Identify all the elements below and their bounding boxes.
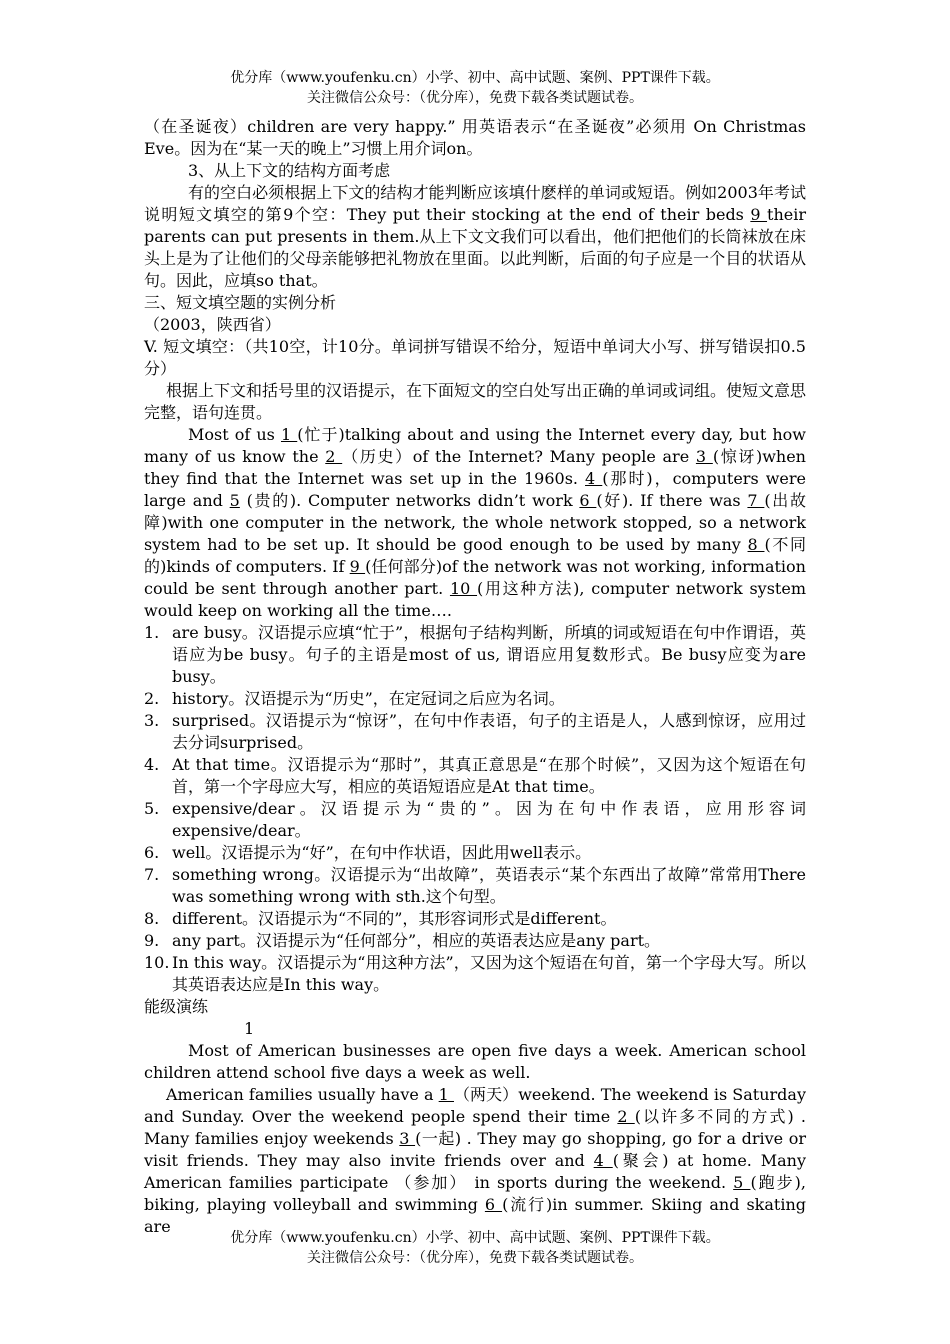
answer-item bbox=[144, 952, 806, 996]
answer-number: 5. bbox=[144, 799, 160, 818]
answer-text: something wrong。汉语提示为“出故障”，英语表示“某个东西出了故障”常常用There was something wrong with sth.这个句型。 bbox=[172, 865, 806, 906]
page-header bbox=[0, 68, 950, 108]
answer-text: surprised。汉语提示为“惊讶”，在句中作表语，句子的主语是人，人感到惊讶，应用过去分词surprised。 bbox=[172, 711, 806, 752]
document-body bbox=[144, 116, 806, 1238]
answer-item bbox=[144, 798, 806, 842]
practice-text: American families usually have a bbox=[166, 1085, 439, 1104]
practice-paragraph-1: Most of American businesses are open five days a week. American school children attend school five days a week as well. bbox=[144, 1041, 806, 1082]
answer-text: different。汉语提示为“不同的”，其形容词形式是different。 bbox=[172, 909, 617, 928]
answer-number: 6. bbox=[144, 843, 160, 862]
answer-item bbox=[144, 864, 806, 908]
blank-7: 7 bbox=[747, 491, 765, 510]
practice-blank-4: 4 bbox=[593, 1151, 613, 1170]
answer-number: 3. bbox=[144, 711, 160, 730]
practice-text: (以许多不同的方式) . Many families enjoy weekends bbox=[144, 1107, 806, 1148]
practice-blank-3: 3 bbox=[399, 1129, 416, 1148]
passage-text: (任何部分)of the network was not working, information could be sent through another part. bbox=[144, 557, 806, 598]
practice-text: (流行)in summer. Skiing and skating are bbox=[144, 1195, 806, 1236]
passage-text: (用这种方法), computer network system would keep on working all the time…. bbox=[144, 579, 806, 620]
section-3-text-b: their parents can put presents in them.从上下文文我们可以看出，他们把他们的长筒袜放在床头上是为了让他们的父母亲能够把礼物放在里面。以此判断，后面的句子应是一个目的状语从句。因此，应填so that。 bbox=[144, 205, 806, 290]
blank-10: 10 bbox=[449, 579, 478, 598]
intro-paragraph: （在圣诞夜）children are very happy.” 用英语表示“在圣诞夜”必须用 On Christmas Eve。因为在“某一天的晚上”习惯上用介词on。 bbox=[144, 117, 806, 158]
answer-text: are busy。汉语提示应填“忙于”，根据句子结构判断，所填的词或短语在句中作谓语，英语应为be busy。句子的主语是most of us, 谓语应用复数形式。Be busy应变为are busy。 bbox=[172, 623, 806, 686]
answer-item bbox=[144, 688, 806, 710]
answer-number: 7. bbox=[144, 865, 160, 884]
answer-number: 4. bbox=[144, 755, 160, 774]
blank-1: 1 bbox=[280, 425, 298, 444]
practice-number: 1 bbox=[244, 1019, 255, 1038]
answer-item bbox=[144, 930, 806, 952]
passage-1 bbox=[144, 424, 806, 622]
instructions: 根据上下文和括号里的汉语提示，在下面短文的空白处写出正确的单词或词组。使短文意思完整，语句连贯。 bbox=[144, 381, 807, 422]
answer-text: expensive/dear。汉语提示为“贵的”。因为在句中作表语，应用形容词expensive/dear。 bbox=[172, 799, 806, 840]
section-3-paragraph bbox=[144, 182, 806, 292]
answer-item bbox=[144, 754, 806, 798]
answer-number: 2. bbox=[144, 689, 160, 708]
answer-number: 1. bbox=[144, 623, 160, 642]
section-3-text-a: 有的空白必须根据上下文的结构才能判断应该填什麽样的单词或短语。例如2003年考试说明短文填空的第9个空：They put their stocking at the end of their beds bbox=[144, 183, 806, 224]
blank-2: 2 bbox=[325, 447, 343, 466]
passage-text: (好). If there was bbox=[596, 491, 748, 510]
answer-item bbox=[144, 908, 806, 930]
passage-text: (贵的). Computer networks didn’t work bbox=[239, 491, 580, 510]
practice-blank-1: 1 bbox=[438, 1085, 454, 1104]
passage-text: (那时)，computers were large and bbox=[144, 469, 806, 510]
answer-list bbox=[144, 622, 806, 996]
page-footer bbox=[0, 1228, 950, 1268]
practice-text: (一起) . They may go shopping, go for a drive or visit friends. They may also invite friends over and bbox=[144, 1129, 807, 1170]
practice-text: (跑步), biking, playing volleyball and swimming bbox=[144, 1173, 806, 1214]
answer-text: any part。汉语提示为“任何部分”，相应的英语表达应是any part。 bbox=[172, 931, 661, 950]
practice-blank-5: 5 bbox=[733, 1173, 751, 1192]
practice-blank-2: 2 bbox=[617, 1107, 635, 1126]
blank-9: 9 bbox=[750, 205, 768, 224]
answer-number: 10. bbox=[144, 953, 170, 972]
header-line-1: 优分库（www.youfenku.cn）小学、初中、高中试题、案例、PPT课件下载。 bbox=[230, 70, 720, 86]
answer-number: 8. bbox=[144, 909, 160, 928]
section-3-title: 3、从上下文的结构方面考虑 bbox=[188, 161, 391, 180]
answer-text: In this way。汉语提示为“用这种方法”，又因为这个短语在句首，第一个字母大写。所以其英语表达应是In this way。 bbox=[172, 953, 806, 994]
blank-3: 3 bbox=[695, 447, 713, 466]
footer-line-1: 优分库（www.youfenku.cn）小学、初中、高中试题、案例、PPT课件下载。 bbox=[230, 1230, 720, 1246]
blank-6: 6 bbox=[579, 491, 597, 510]
source-label: （2003，陕西省） bbox=[144, 315, 281, 334]
practice-title: 能级演练 bbox=[144, 997, 209, 1016]
answer-item bbox=[144, 842, 806, 864]
practice-blank-6: 6 bbox=[484, 1195, 503, 1214]
answer-text: history。汉语提示为“历史”，在定冠词之后应为名词。 bbox=[172, 689, 565, 708]
blank-9: 9 bbox=[349, 557, 366, 576]
practice-text: （两天）weekend. The weekend is Saturday and Sunday. Over the weekend people spend their time bbox=[144, 1085, 806, 1126]
passage-text: （历史）of the Internet? Many people are bbox=[342, 447, 696, 466]
passage-text: (不同的)kinds of computers. If bbox=[144, 535, 807, 576]
passage-text: (忙于)talking about and using the Internet every day, but how many of us know the bbox=[144, 425, 806, 466]
answer-text: At that time。汉语提示为“那时”，其真正意思是“在那个时候”，又因为这个短语在句首，第一个字母应大写，相应的英语短语应是At that time。 bbox=[172, 755, 806, 796]
part-3-title: 三、短文填空题的实例分析 bbox=[144, 293, 337, 312]
answer-item bbox=[144, 622, 806, 688]
answer-item bbox=[144, 710, 806, 754]
blank-5: 5 bbox=[229, 491, 240, 510]
section-v-heading: V. 短文填空：（共10空，计10分。单词拼写错误不给分，短语中单词大小写、拼写错误扣0.5分） bbox=[144, 337, 806, 378]
answer-text: well。汉语提示为“好”，在句中作状语，因此用well表示。 bbox=[172, 843, 592, 862]
blank-4: 4 bbox=[585, 469, 603, 488]
practice-text: (聚会) at home. Many American families participate （参加） in sports during the weekend. bbox=[144, 1151, 807, 1192]
header-line-2: 关注微信公众号：（优分库），免费下载各类试题试卷。 bbox=[307, 90, 643, 106]
blank-8: 8 bbox=[747, 535, 765, 554]
footer-line-2: 关注微信公众号：（优分库），免费下载各类试题试卷。 bbox=[307, 1250, 643, 1266]
passage-text: (出故障)with one computer in the network, the whole network stopped, so a network system had to be set up. It should be good enough to be used by many bbox=[144, 491, 806, 554]
practice-paragraph-2 bbox=[144, 1084, 806, 1238]
answer-number: 9. bbox=[144, 931, 160, 950]
passage-text: (惊讶)when they find that the Internet was set up in the 1960s. bbox=[144, 447, 806, 488]
passage-text: Most of us bbox=[188, 425, 281, 444]
